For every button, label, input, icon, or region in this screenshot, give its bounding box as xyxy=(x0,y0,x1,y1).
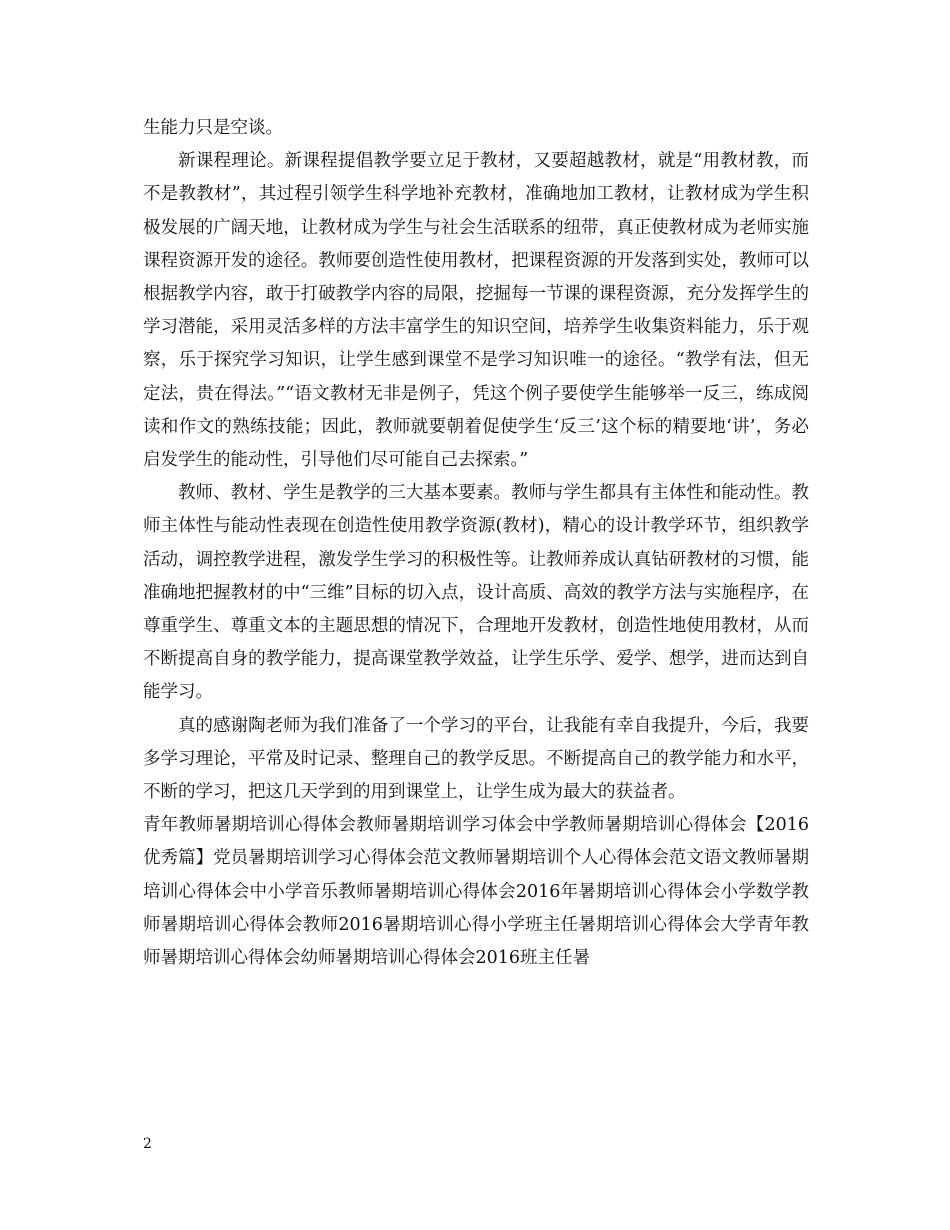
related-articles-text: 青年教师暑期培训心得体会教师暑期培训学习体会中学教师暑期培训心得体会【2016优秀篇】党员暑期培训学习心得体会范文教师暑期培训个人心得体会范文语文教师暑期培训心得体会中小学音乐教师暑期培训心得体会2016年暑期培训心得体会小学数学教师暑期培训心得体会教师2016暑期培训心得小学班主任暑期培训心得体会大学青年教师暑期培训心得体会幼师暑期培训心得体会2016班主任暑 xyxy=(143,815,809,969)
paragraph-continuation: 生能力只是空谈。 xyxy=(143,118,283,138)
paragraph-thanks: 真的感谢陶老师为我们准备了一个学习的平台，让我能有幸自我提升，今后，我要多学习理论，平常及时记录、整理自己的教学反思。不断提高自己的教学能力和水平，不断的学习，把这几天学到的用到课堂上，让学生成为最大的获益者。 xyxy=(143,715,809,803)
paragraph-new-curriculum-theory: 新课程理论。新课程提倡教学要立足于教材，又要超越教材，就是“用教材教，而不是教教材”，其过程引领学生科学地补充教材，准确地加工教材，让教材成为学生积极发展的广阔天地，让教材成为学生与社会生活联系的纽带，真正使教材成为老师实施课程资源开发的途径。教师要创造性使用教材，把课程资源的开发落到实处，教师可以根据教学内容，敢于打破教学内容的局限，挖掘每一节课的课程资源，充分发挥学生的学习潜能，采用灵活多样的方法丰富学生的知识空间，培养学生收集资料能力，乐于观察，乐于探究学习知识，让学生感到课堂不是学习知识唯一的途径。“教学有法，但无定法，贵在得法。”“语文教材无非是例子，凭这个例子要使学生能够举一反三，练成阅读和作文的熟练技能；因此，教师就要朝着促使学生‘反三’这个标的精要地‘讲’，务必启发学生的能动性，引导他们尽可能自己去探索。” xyxy=(143,151,809,471)
page-number: 2 xyxy=(143,1136,152,1152)
paragraph-teaching-elements: 教师、教材、学生是教学的三大基本要素。教师与学生都具有主体性和能动性。教师主体性与能动性表现在创造性使用教学资源(教材)，精心的设计教学环节，组织教学活动，调控教学进程，激发学生学习的积极性等。让教师养成认真钻研教材的习惯，能准确地把握教材的中“三维”目标的切入点，设计高质、高效的教学方法与实施程序，在尊重学生、尊重文本的主题思想的情况下，合理地开发教材，创造性地使用教材，从而不断提高自身的教学能力，提高课堂教学效益，让学生乐学、爱学、想学，进而达到自能学习。 xyxy=(143,483,809,703)
document-body xyxy=(143,112,809,975)
